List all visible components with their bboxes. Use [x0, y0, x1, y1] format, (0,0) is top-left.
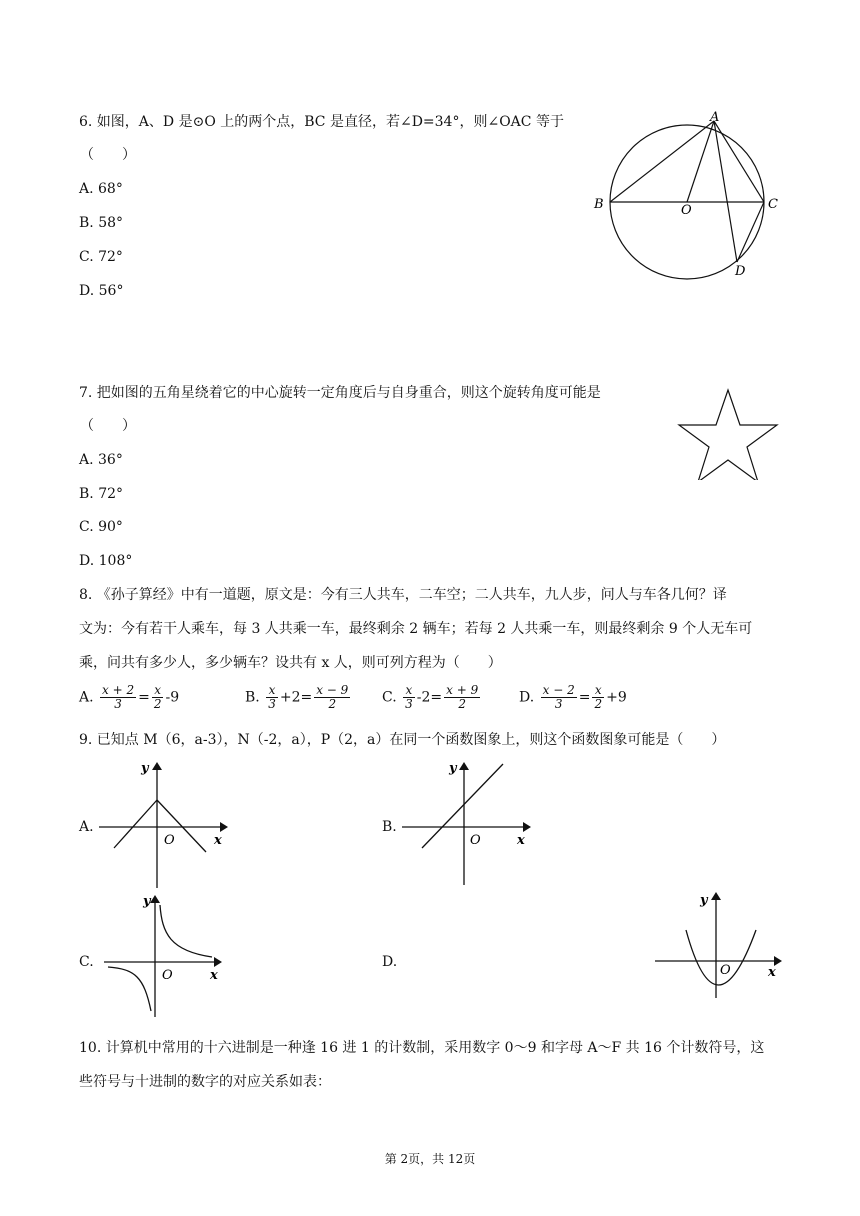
label-c: C [768, 197, 778, 212]
q8-option-d: D. $\frac{x - 2}{3}$ = $\frac{x}{2}$ +9 [519, 683, 627, 711]
q9-stem: 9. 已知点 M（6，a-3），N（-2，a），P（2，a）在同一个函数图象上，则这个函数图象可能是（ ） [79, 732, 726, 748]
q10-line-1: 10. 计算机中常用的十六进制是一种逢 16 进 1 的计数制，采用数字 0～9 和字母 A～F 共 16 个计数符号，这 [79, 1040, 765, 1056]
q9-label-c: C. [79, 954, 94, 970]
graph-d [652, 890, 787, 1002]
y-axis-label: y [700, 893, 708, 908]
q7-option-b: B. 72° [79, 486, 124, 502]
q8-option-b: B. $\frac{x}{3}$ +2= $\frac{x - 9}{2}$ [245, 683, 349, 711]
page-footer: 第 2页，共 12页 [384, 1152, 476, 1166]
origin-label: O [470, 833, 481, 848]
q8-line-2: 文为：今有若干人乘车，每 3 人共乘一车，最终剩余 2 辆车；若每 2 人共乘一车，则最终剩余 9 个人无车可 [79, 621, 753, 637]
x-axis-label: x [517, 833, 525, 848]
y-axis-label: y [449, 761, 457, 776]
star-figure [676, 386, 780, 480]
q8-option-c: C. $\frac{x}{3}$ -2= $\frac{x + 9}{2}$ [382, 683, 479, 711]
y-axis-label: y [141, 761, 149, 776]
graph-c [100, 893, 225, 1021]
q9-label-d: D. [382, 954, 398, 970]
q7-option-c: C. 90° [79, 519, 123, 535]
graph-a [96, 760, 231, 890]
q7-option-d: D. 108° [79, 553, 133, 569]
origin-label: O [164, 833, 175, 848]
label-o: O [681, 203, 692, 218]
q9-label-b: B. [382, 819, 397, 835]
q8-option-a: A. $\frac{x + 2}{3}$ = $\frac{x}{2}$ -9 [79, 683, 180, 711]
x-axis-label: x [768, 965, 776, 980]
q6-option-c: C. 72° [79, 249, 123, 265]
origin-label: O [720, 963, 731, 978]
q6-option-b: B. 58° [79, 215, 124, 231]
q7-option-a: A. 36° [79, 452, 123, 468]
q6-option-d: D. 56° [79, 283, 124, 299]
q6-circle-figure [585, 110, 785, 285]
q7-answer-paren: （ ） [80, 418, 136, 434]
q6-answer-paren: （ ） [80, 147, 136, 163]
q8-line-1: 8. 《孙子算经》中有一道题，原文是：今有三人共车，二车空；二人共车，九人步，问人与车各几何？译 [79, 587, 727, 603]
q10-line-2: 些符号与十进制的数字的对应关系如表： [79, 1074, 331, 1090]
graph-b [399, 760, 534, 890]
q6-stem: 6. 如图，A、D 是⊙O 上的两个点，BC 是直径，若∠D=34°，则∠OAC 等于 [79, 114, 564, 130]
x-axis-label: x [214, 833, 222, 848]
x-axis-label: x [210, 968, 218, 983]
q9-label-a: A. [79, 819, 94, 835]
label-b: B [594, 197, 604, 212]
q6-option-a: A. 68° [79, 181, 123, 197]
origin-label: O [162, 968, 173, 983]
label-a: A [710, 110, 720, 125]
y-axis-label: y [143, 894, 151, 909]
label-d: D [735, 264, 746, 279]
q8-line-3: 乘，问共有多少人，多少辆车？设共有 x 人，则可列方程为（ ） [79, 655, 502, 671]
q7-stem: 7. 把如图的五角星绕着它的中心旋转一定角度后与自身重合，则这个旋转角度可能是 [79, 385, 601, 401]
